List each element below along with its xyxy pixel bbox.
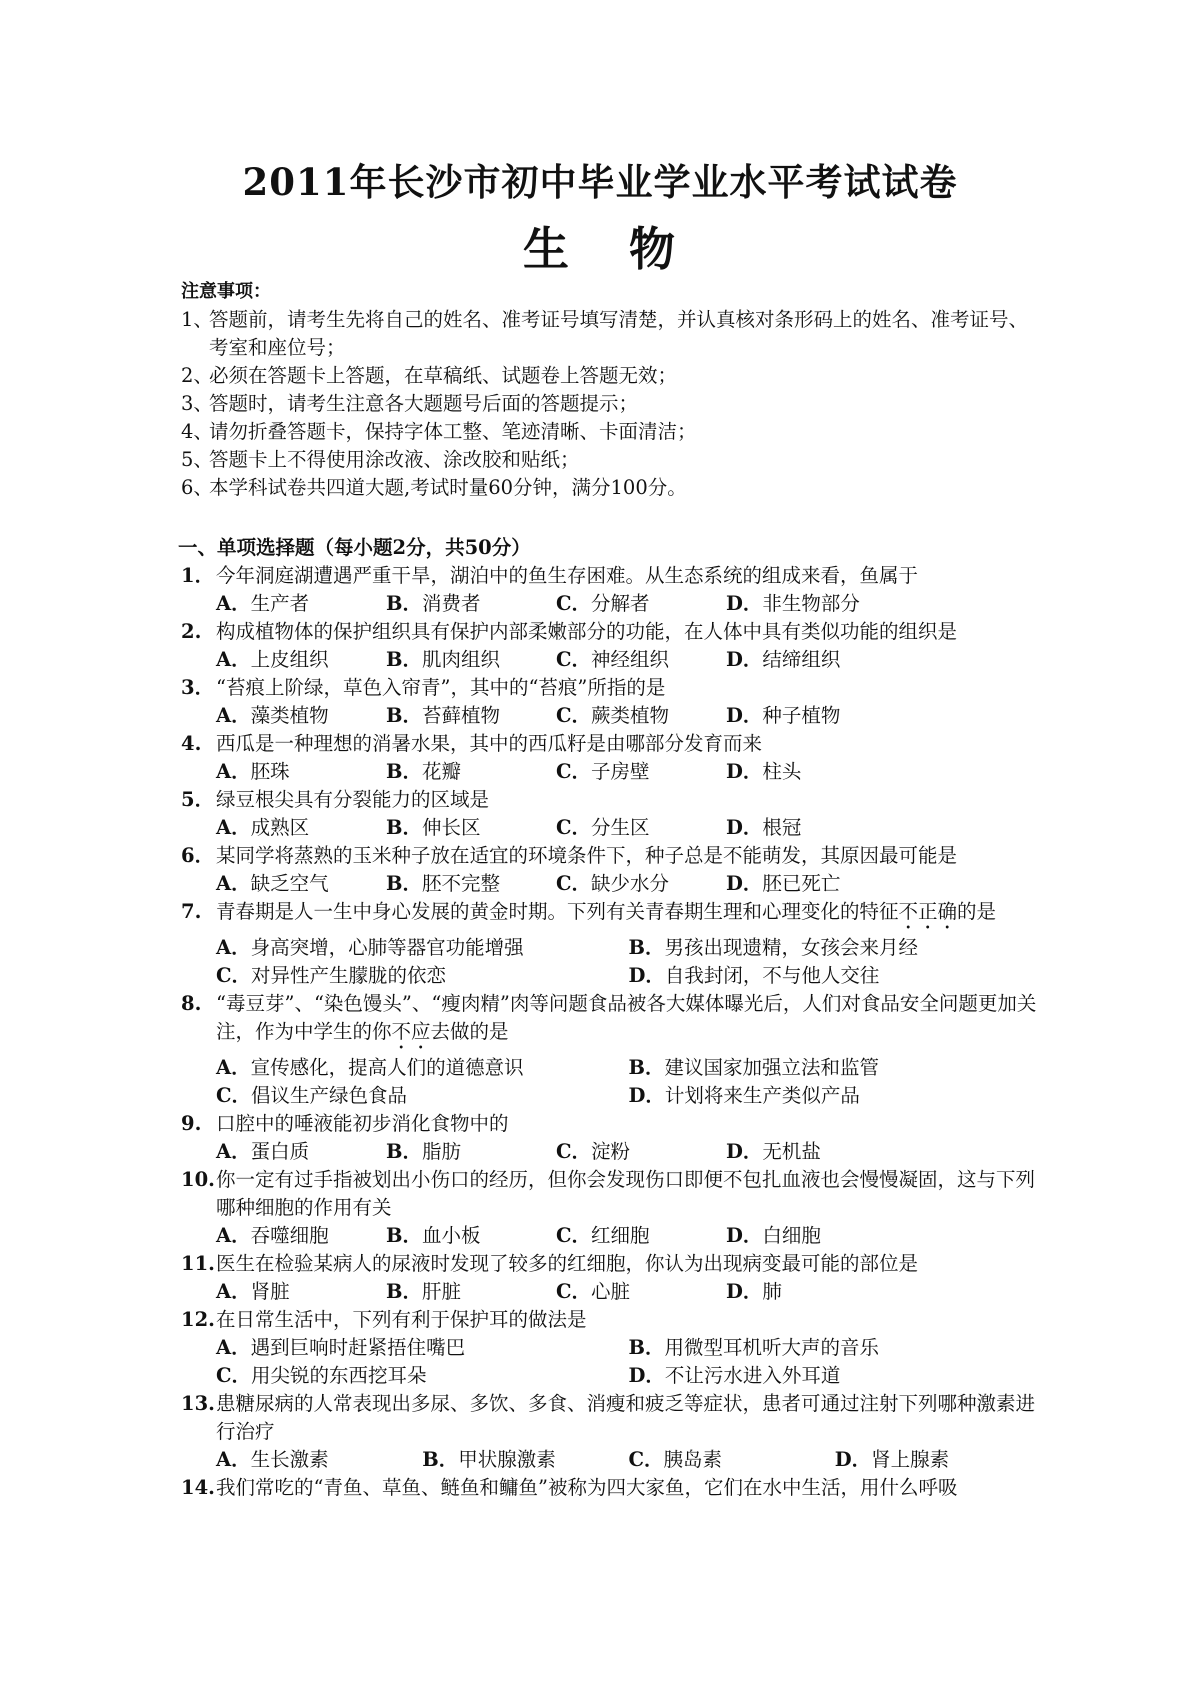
question-number: 6． <box>181 844 215 867</box>
question-number: 7. <box>181 900 202 923</box>
question-text: 你一定有过手指被划出小伤口的经历，但你会发现伤口即便不包扎血液也会慢慢凝固，这与下列哪种细胞的作用有关 <box>216 1168 1036 1219</box>
option-d: D．肺 <box>726 1280 782 1303</box>
option-d: D．根冠 <box>726 816 802 839</box>
question-number: 5． <box>181 788 215 811</box>
option-c: C．对异性产生朦胧的依恋 <box>216 964 447 987</box>
question-text: “苔痕上阶绿，草色入帘青”，其中的“苔痕”所指的是 <box>216 676 666 699</box>
section-spacer <box>181 502 1041 534</box>
options-row <box>181 962 1041 990</box>
question-number: 1． <box>181 564 215 587</box>
option-a: A．缺乏空气 <box>216 872 329 895</box>
exam-content <box>178 278 1041 1502</box>
options-row <box>181 646 1041 674</box>
options-row <box>181 702 1041 730</box>
notice-text: 本学科试卷共四道大题,考试时量60分钟，满分100分。 <box>209 476 687 499</box>
notice-item <box>181 362 1041 390</box>
question-10 <box>181 1166 1041 1222</box>
question-text: 口腔中的唾液能初步消化食物中的 <box>216 1112 509 1135</box>
question-text: 的是 <box>957 900 997 923</box>
question-text: 在日常生活中，下列有利于保护耳的做法是 <box>216 1308 587 1331</box>
notice-num: 6、 <box>181 476 213 499</box>
notice-item <box>181 446 1041 474</box>
options-row <box>181 1054 1041 1082</box>
option-d: D．无机盐 <box>726 1140 821 1163</box>
option-d: D．柱头 <box>726 760 802 783</box>
notice-heading: 注意事项： <box>181 281 271 302</box>
emphasis-text: 不应 <box>391 1020 431 1043</box>
option-a: A．吞噬细胞 <box>216 1224 329 1247</box>
option-a: A．身高突增，心肺等器官功能增强 <box>216 936 524 959</box>
question-text: 医生在检验某病人的尿液时发现了较多的红细胞，你认为出现病变最可能的部位是 <box>216 1252 919 1275</box>
options-row <box>181 934 1041 962</box>
question-text: 构成植物体的保护组织具有保护内部柔嫩部分的功能，在人体中具有类似功能的组织是 <box>216 620 958 643</box>
option-a: A．肾脏 <box>216 1280 290 1303</box>
notice-text: 必须在答题卡上答题，在草稿纸、试题卷上答题无效； <box>209 364 678 387</box>
notice-text: 请勿折叠答题卡，保持字体工整、笔迹清晰、卡面清洁； <box>209 420 697 443</box>
option-b: B．胚不完整 <box>386 872 500 895</box>
option-c: C．心脏 <box>556 1280 631 1303</box>
question-6 <box>181 842 1041 870</box>
option-d: D．自我封闭，不与他人交往 <box>628 964 880 987</box>
option-b: B．男孩出现遗精，女孩会来月经 <box>628 936 918 959</box>
option-a: A．成熟区 <box>216 816 310 839</box>
option-b: B．用微型耳机听大声的音乐 <box>628 1336 879 1359</box>
option-a: A．遇到巨响时赶紧捂住嘴巴 <box>216 1336 466 1359</box>
question-text: 患糖尿病的人常表现出多尿、多饮、多食、消瘦和疲乏等症状，患者可通过注射下列哪种激素进行治疗 <box>216 1392 1036 1443</box>
option-b: B．花瓣 <box>386 760 461 783</box>
options-row <box>181 1446 1041 1474</box>
question-number: 12. <box>181 1308 215 1331</box>
options-row <box>181 1222 1041 1250</box>
option-c: C．红细胞 <box>556 1224 650 1247</box>
options-row <box>181 1082 1041 1110</box>
question-text: 青春期是人一生中身心发展的黄金时期。下列有关青春期生理和心理变化的特征 <box>216 900 899 923</box>
option-c: C．用尖锐的东西挖耳朵 <box>216 1364 427 1387</box>
option-b: B．伸长区 <box>386 816 481 839</box>
section-heading: 一、单项选择题（每小题2分，共50分） <box>178 536 531 559</box>
question-9 <box>181 1110 1041 1138</box>
option-c: C．倡议生产绿色食品 <box>216 1084 408 1107</box>
notice-text: 答题前，请考生先将自己的姓名、准考证号填写清楚，并认真核对条形码上的姓名、准考证号、考室和座位号； <box>209 308 1029 359</box>
notice-item <box>181 306 1041 362</box>
option-b: B．血小板 <box>386 1224 481 1247</box>
option-c: C．分解者 <box>556 592 650 615</box>
question-number: 2. <box>181 620 202 643</box>
question-number: 13. <box>181 1392 215 1415</box>
question-11 <box>181 1250 1041 1278</box>
option-b: B．甲状腺激素 <box>422 1448 556 1471</box>
question-text: “毒豆芽”、“染色馒头”、“瘦肉精”肉等问题食品被各大媒体曝光后，人们对食品安全问题更加关注，作为中学生的你 <box>216 992 1037 1043</box>
option-b: B．肝脏 <box>386 1280 461 1303</box>
question-number: 9. <box>181 1112 202 1135</box>
question-2 <box>181 618 1041 646</box>
notice-item <box>181 390 1041 418</box>
question-number: 8. <box>181 992 202 1015</box>
option-a: A．蛋白质 <box>216 1140 310 1163</box>
options-row <box>181 1362 1041 1390</box>
option-c: C．缺少水分 <box>556 872 670 895</box>
question-4 <box>181 730 1041 758</box>
option-c: C．子房壁 <box>556 760 650 783</box>
option-b: B．消费者 <box>386 592 481 615</box>
option-b: B．苔藓植物 <box>386 704 500 727</box>
question-text: 我们常吃的“青鱼、草鱼、鲢鱼和鳙鱼”被称为四大家鱼，它们在水中生活，用什么呼吸 <box>216 1476 958 1499</box>
question-number: 10. <box>181 1168 215 1191</box>
option-d: D．胚已死亡 <box>726 872 841 895</box>
question-13 <box>181 1390 1041 1446</box>
options-row <box>181 1278 1041 1306</box>
question-number: 3． <box>181 676 215 699</box>
option-c: C．淀粉 <box>556 1140 631 1163</box>
option-b: B．建议国家加强立法和监管 <box>628 1056 879 1079</box>
notice-num: 1、 <box>181 308 213 331</box>
option-d: D．肾上腺素 <box>834 1448 950 1471</box>
notice-list <box>181 306 1041 502</box>
option-d: D．不让污水进入外耳道 <box>628 1364 841 1387</box>
question-3 <box>181 674 1041 702</box>
options-row <box>181 1334 1041 1362</box>
question-7 <box>181 898 1041 934</box>
option-a: A．生产者 <box>216 592 310 615</box>
question-text: 西瓜是一种理想的消暑水果，其中的西瓜籽是由哪部分发育而来 <box>216 732 763 755</box>
option-a: A．藻类植物 <box>216 704 329 727</box>
notice-text: 答题时，请考生注意各大题题号后面的答题提示； <box>209 392 639 415</box>
notice-num: 3、 <box>181 392 213 415</box>
option-d: D．非生物部分 <box>726 592 860 615</box>
option-c: C．胰岛素 <box>628 1448 723 1471</box>
question-1 <box>181 562 1041 590</box>
options-row <box>181 590 1041 618</box>
option-d: D．白细胞 <box>726 1224 821 1247</box>
option-d: D．计划将来生产类似产品 <box>628 1084 860 1107</box>
option-d: D．结缔组织 <box>726 648 841 671</box>
notice-num: 4、 <box>181 420 213 443</box>
notice-text: 答题卡上不得使用涂改液、涂改胶和贴纸； <box>209 448 580 471</box>
notice-item <box>181 474 1041 502</box>
exam-title: 2011年长沙市初中毕业学业水平考试试卷 <box>242 160 958 204</box>
question-text: 今年洞庭湖遭遇严重干旱，湖泊中的鱼生存困难。从生态系统的组成来看，鱼属于 <box>216 564 919 587</box>
option-c: C．分生区 <box>556 816 650 839</box>
option-a: A．上皮组织 <box>216 648 329 671</box>
option-a: A．生长激素 <box>216 1448 329 1471</box>
question-number: 14. <box>181 1476 215 1499</box>
option-b: B．脂肪 <box>386 1140 461 1163</box>
option-c: C．蕨类植物 <box>556 704 670 727</box>
option-d: D．种子植物 <box>726 704 841 727</box>
options-row <box>181 758 1041 786</box>
option-a: A．宣传感化，提高人们的道德意识 <box>216 1056 524 1079</box>
notice-num: 2、 <box>181 364 213 387</box>
option-b: B．肌肉组织 <box>386 648 500 671</box>
options-row <box>181 814 1041 842</box>
question-8 <box>181 990 1041 1054</box>
question-text: 某同学将蒸熟的玉米种子放在适宜的环境条件下，种子总是不能萌发，其原因最可能是 <box>216 844 958 867</box>
question-number: 4. <box>181 732 202 755</box>
notice-num: 5、 <box>181 448 213 471</box>
emphasis-text: 不正确 <box>898 900 958 923</box>
question-text: 绿豆根尖具有分裂能力的区域是 <box>216 788 490 811</box>
question-text: 去做的是 <box>430 1020 509 1043</box>
options-row <box>181 1138 1041 1166</box>
subject-title: 生 物 <box>522 222 677 276</box>
option-c: C．神经组织 <box>556 648 670 671</box>
question-number: 11. <box>181 1252 215 1275</box>
notice-item <box>181 418 1041 446</box>
options-row <box>181 870 1041 898</box>
question-5 <box>181 786 1041 814</box>
option-a: A．胚珠 <box>216 760 290 783</box>
question-12 <box>181 1306 1041 1334</box>
question-14 <box>181 1474 1041 1502</box>
